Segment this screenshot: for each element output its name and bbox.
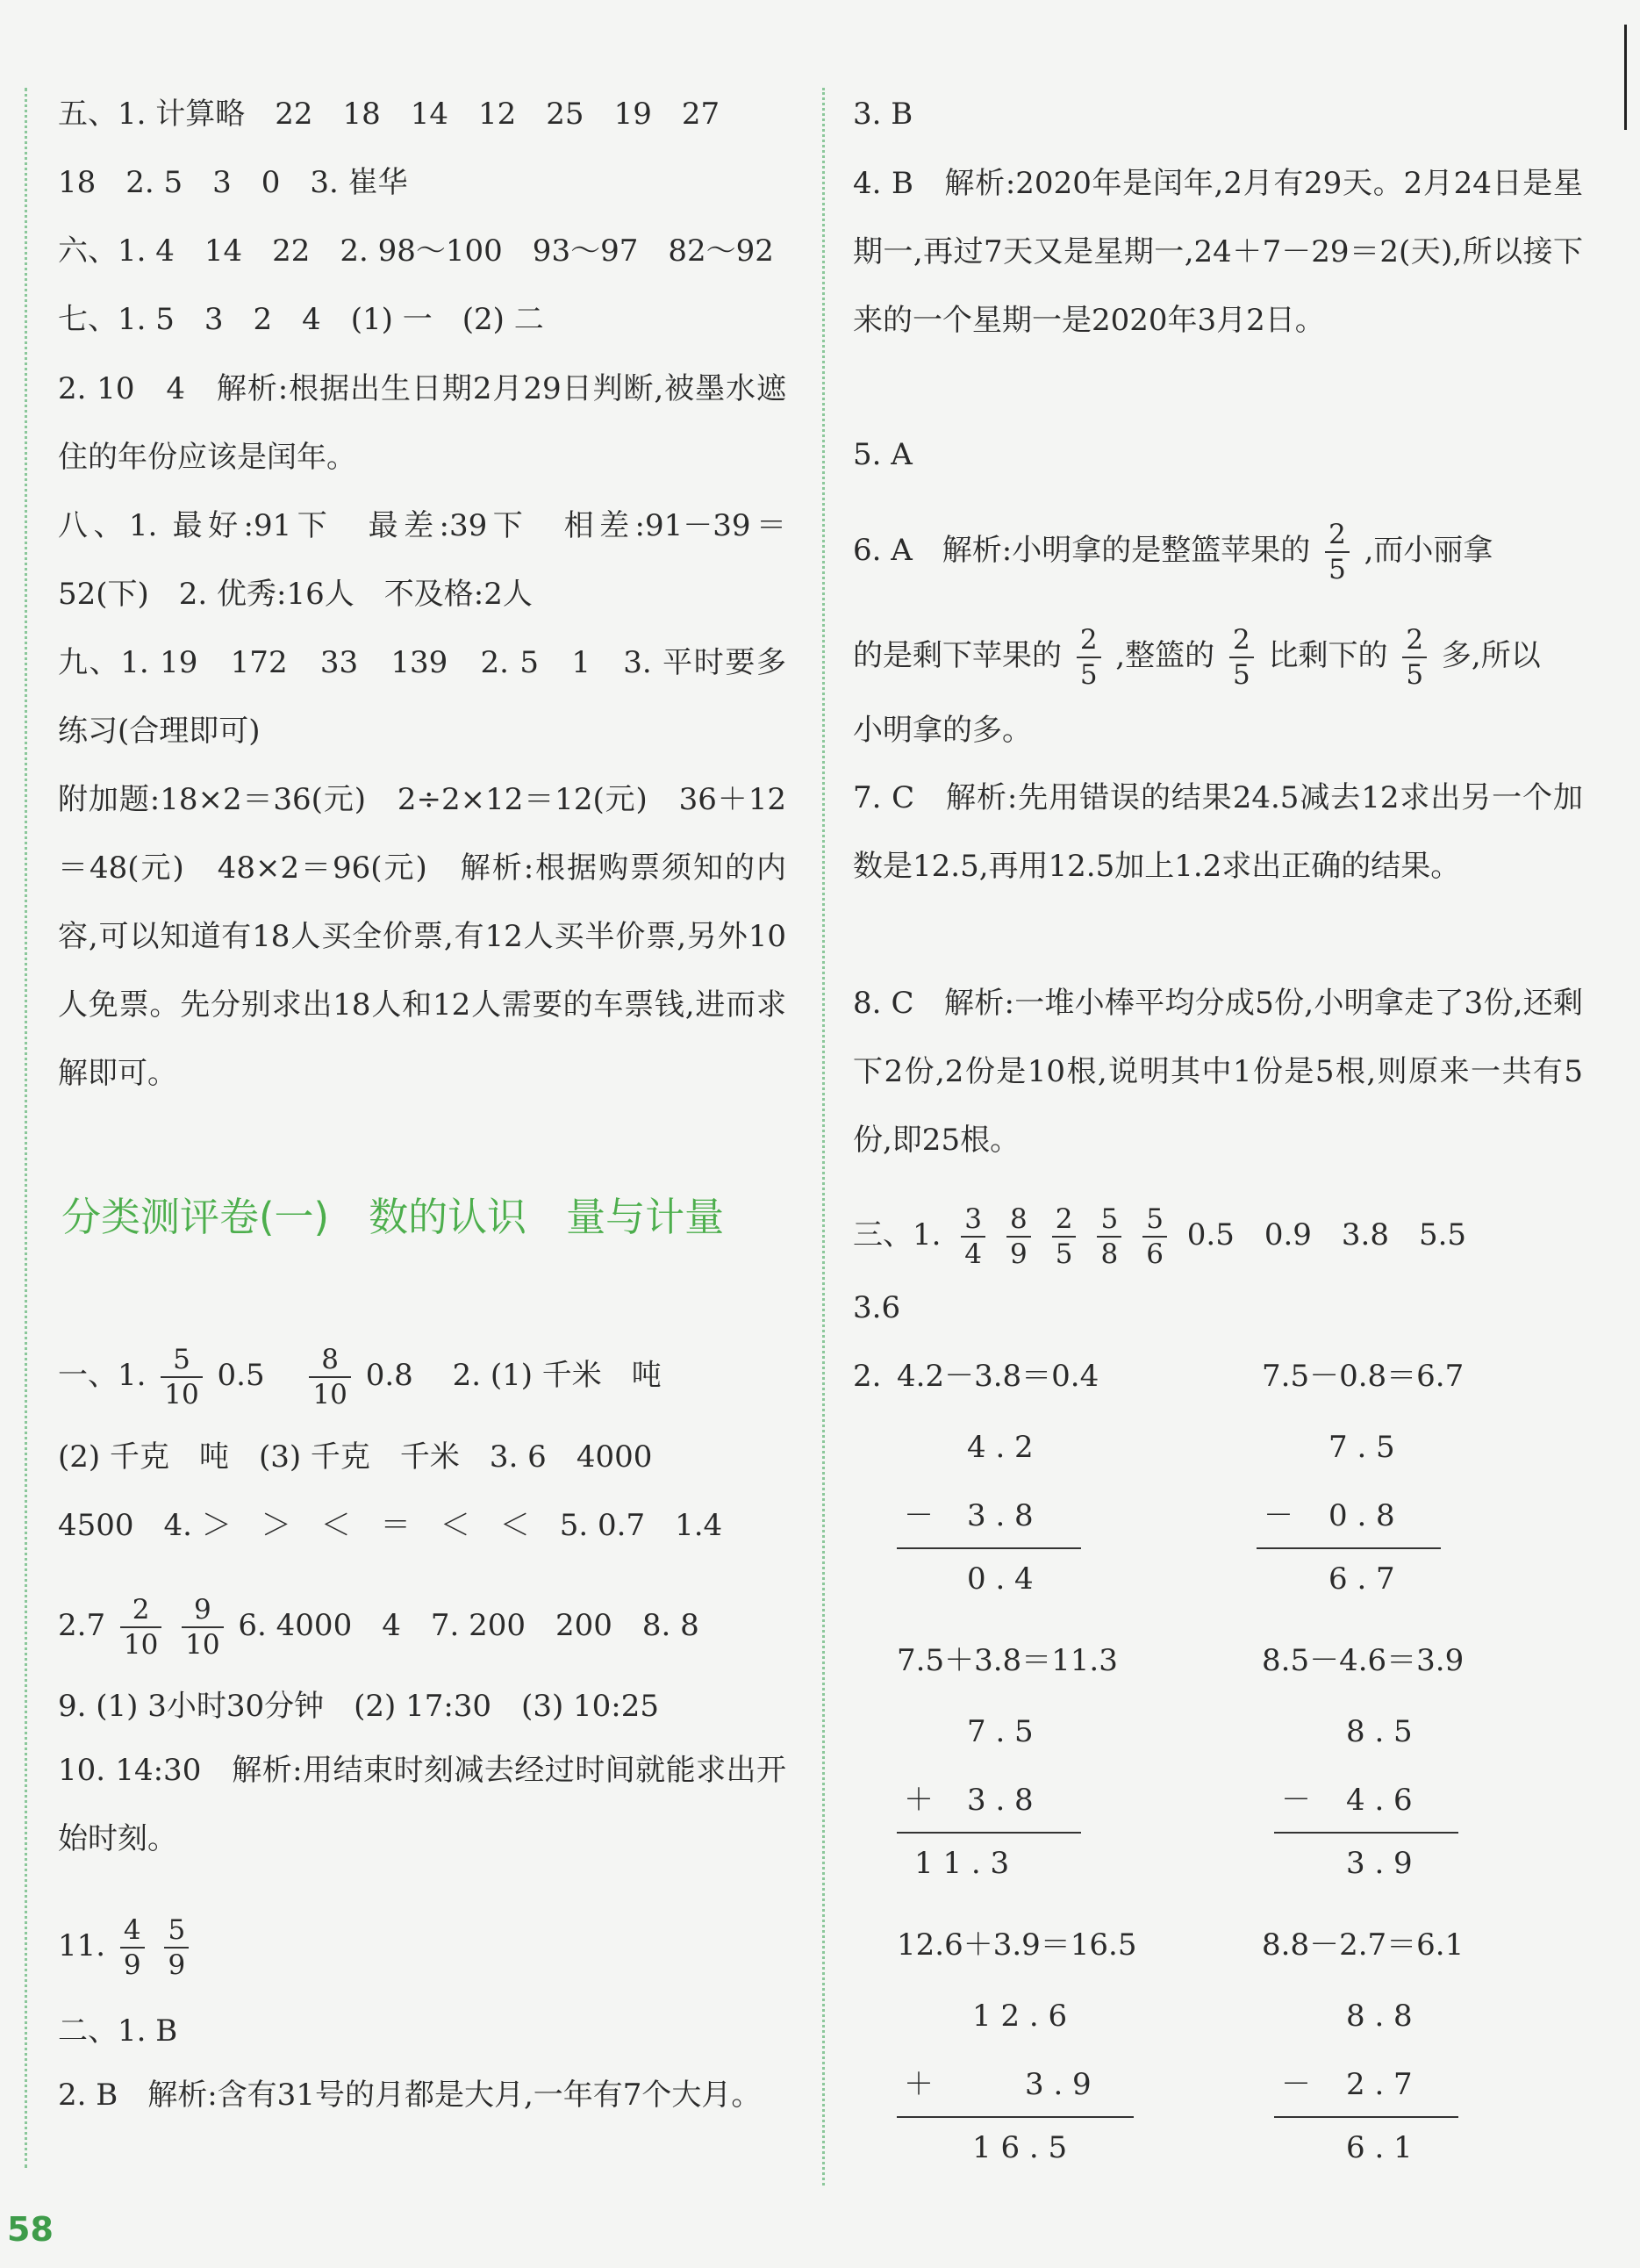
left-margin-rule	[25, 88, 27, 2168]
q1-11-f2-den: 9	[168, 1949, 186, 1981]
a7: 7. C 解析:先用错误的结果24.5减去12求出另一个加数是12.5,再用12.5加上1.2求出正确的结果。	[853, 780, 1583, 884]
vc4-result: 3 . 9	[1346, 1846, 1413, 1881]
q1-11-f2-num: 5	[164, 1913, 189, 1949]
s3-fraction-3	[1052, 1202, 1077, 1271]
s8-answers: 八、1. 最好:91下 最差:39下 相差:91－39＝52(下) 2. 优秀:16人 不及格:2人	[58, 508, 786, 612]
a6-fraction-1	[1325, 518, 1350, 586]
q2-item-1: 二、1. B	[58, 2013, 178, 2049]
equation-2: 7.5－0.8＝6.7	[1262, 1359, 1465, 1394]
vc2-operator: －	[1264, 1498, 1293, 1533]
q1-prefix: 一、1.	[58, 1358, 147, 1393]
q1-line3: 4500 4. ＞ ＞ ＜ ＝ ＜ ＜ 5. 0.7 1.4	[58, 1508, 723, 1543]
q1-line4-post: 6. 4000 4 7. 200 200 8. 8	[238, 1608, 699, 1643]
a8: 8. C 解析:一堆小棒平均分成5份,小明拿走了3份,还剩下2份,2份是10根,说明其中1份是5根,则原来一共有5份,即25根。	[853, 986, 1583, 1158]
q1-f3-num: 2	[120, 1593, 161, 1628]
q1-line1	[58, 1343, 662, 1411]
a6-mid3: 比剩下的	[1268, 638, 1388, 673]
column-divider	[822, 88, 825, 2185]
vc1-operator: －	[904, 1498, 934, 1533]
vc1-top: 4 . 2	[967, 1430, 1034, 1465]
vc5-line	[897, 2116, 1134, 2118]
equation-4: 8.5－4.6＝3.9	[1262, 1643, 1465, 1678]
s3-fraction-2	[1006, 1202, 1031, 1271]
vc6-operator: －	[1281, 2067, 1311, 2102]
a6-f3-den: 5	[1232, 659, 1250, 691]
q1-11-f1-den: 9	[123, 1949, 141, 1981]
q2-item-2: 2. B 解析:含有31号的月都是大月,一年有7个大月。	[58, 2078, 762, 2113]
s3-fractions	[950, 1203, 1178, 1270]
page-number: 58	[7, 2210, 54, 2249]
s3-fraction-5	[1142, 1202, 1167, 1271]
s9-answers: 九、1. 19 172 33 139 2. 5 1 3. 平时要多练习(合理即可)	[58, 645, 786, 749]
s3-fraction-den: 9	[1010, 1238, 1028, 1270]
s3-fraction-den: 5	[1055, 1238, 1073, 1270]
q1-f2-den: 10	[312, 1379, 347, 1410]
a4: 4. B 解析:2020年是闰年,2月有29天。2月24日是星期一,再过7天又是星期一,24＋7－29＝2(天),所以接下来的一个星期一是2020年3月2日。	[853, 166, 1583, 338]
vc1-result: 0 . 4	[967, 1561, 1034, 1597]
a6-f2-num: 2	[1077, 623, 1101, 658]
a6-line2	[853, 623, 1541, 692]
a6-fraction-2	[1077, 623, 1101, 692]
vc2-second: 0 . 8	[1328, 1498, 1395, 1533]
s3-fraction-1	[961, 1202, 985, 1271]
s3-fraction-den: 8	[1100, 1238, 1119, 1270]
bonus-question: 附加题:18×2＝36(元) 2÷2×12＝12(元) 36＋12＝48(元) 48×2＝96(元) 解析:根据购票须知的内容,可以知道有18人买全价票,有12人买半价票,另外10人免票。先分别求出18人和12人需要的车票钱,进而求解即可。	[58, 782, 786, 1091]
s3-fraction-num: 2	[1052, 1202, 1077, 1238]
q1-item-10: 10. 14:30 解析:用结束时刻减去经过时间就能求出开始时刻。	[58, 1753, 786, 1856]
a6-line1	[853, 518, 1493, 586]
s3-fraction-num: 8	[1006, 1202, 1031, 1238]
s3-fraction-4	[1097, 1202, 1121, 1271]
vc4-second: 4 . 6	[1346, 1783, 1413, 1818]
s7-q2: 2. 10 4 解析:根据出生日期2月29日判断,被墨水遮住的年份应该是闰年。	[58, 371, 786, 475]
vc5-operator: ＋	[904, 2067, 934, 2102]
vc2-line	[1257, 1547, 1441, 1549]
vc2-result: 6 . 7	[1328, 1561, 1395, 1597]
vc4-operator: －	[1281, 1783, 1311, 1818]
a6-f4-den: 5	[1406, 659, 1424, 691]
a6-f1-den: 5	[1328, 554, 1346, 585]
a5: 5. A	[853, 437, 913, 472]
vc3-result: 1 1 . 3	[914, 1846, 1010, 1881]
q1-rest: 2. (1) 千米 吨	[452, 1358, 662, 1393]
a6-mid1: ,而小丽拿	[1364, 533, 1493, 568]
s7-line1: 七、1. 5 3 2 4 (1) 一 (2) 二	[58, 302, 544, 337]
a6-f3-num: 2	[1229, 623, 1254, 658]
a6-line3: 小明拿的多。	[853, 713, 1032, 748]
vc4-top: 8 . 5	[1346, 1714, 1413, 1749]
vc3-line	[897, 1832, 1081, 1834]
q1-f2-num: 8	[309, 1343, 350, 1378]
vc6-top: 8 . 8	[1346, 1999, 1413, 2034]
q1-f1-den: 10	[164, 1379, 199, 1410]
q1-fraction-3	[120, 1593, 161, 1662]
q1-line4-pre: 2.7	[58, 1608, 106, 1643]
vc2-top: 7 . 5	[1328, 1430, 1395, 1465]
equation-3: 7.5＋3.8＝11.3	[897, 1643, 1118, 1678]
a6-f4-num: 2	[1402, 623, 1427, 658]
equation-5: 12.6＋3.9＝16.5	[897, 1927, 1137, 1963]
q1-value-2: 0.8	[365, 1358, 413, 1393]
s3-fraction-num: 5	[1097, 1202, 1121, 1238]
a6-mid2: ,整篮的	[1115, 638, 1215, 673]
a6-fraction-3	[1229, 623, 1254, 692]
s3-decimals: 0.5 0.9 3.8 5.5	[1186, 1217, 1467, 1252]
vc6-line	[1274, 2116, 1458, 2118]
vc3-top: 7 . 5	[967, 1714, 1034, 1749]
section-title: 分类测评卷(一) 数的认识 量与计量	[61, 1194, 725, 1240]
q1-fraction-2	[309, 1343, 350, 1411]
vc5-top: 1 2 . 6	[972, 1999, 1068, 2034]
q1-fraction-1	[161, 1343, 202, 1411]
equation-1: 4.2－3.8＝0.4	[897, 1359, 1099, 1394]
a6-pre: 6. A 解析:小明拿的是整篮苹果的	[853, 533, 1311, 568]
equation-6: 8.8－2.7＝6.1	[1262, 1927, 1465, 1963]
q1-11-fraction-1	[120, 1913, 145, 1982]
vc3-second: 3 . 8	[967, 1783, 1034, 1818]
vc5-second: 3 . 9	[1025, 2067, 1092, 2102]
s3-fraction-num: 3	[961, 1202, 985, 1238]
vc3-operator: ＋	[904, 1783, 934, 1818]
vc1-second: 3 . 8	[967, 1498, 1034, 1533]
vc1-line	[897, 1547, 1081, 1549]
q1-11-prefix: 11.	[58, 1928, 106, 1963]
s3-fraction-num: 5	[1142, 1202, 1167, 1238]
q1-item-11	[58, 1913, 194, 1982]
s3-prefix: 三、1.	[853, 1217, 942, 1252]
q1-11-fraction-2	[164, 1913, 189, 1982]
s5-line2: 18 2. 5 3 0 3. 崔华	[58, 165, 408, 200]
a6-f2-den: 5	[1079, 659, 1098, 691]
q1-item-9: 9. (1) 3小时30分钟 (2) 17:30 (3) 10:25	[58, 1689, 660, 1724]
page-edge-mark	[1624, 25, 1627, 130]
a6-f1-num: 2	[1325, 518, 1350, 553]
a6-mid4: 多,所以	[1441, 638, 1541, 673]
a6-fraction-4	[1402, 623, 1427, 692]
q1-f4-den: 10	[185, 1629, 220, 1661]
q1-f1-num: 5	[161, 1343, 202, 1378]
a6-line2-pre: 的是剩下苹果的	[853, 638, 1062, 673]
s3-fraction-den: 6	[1146, 1238, 1164, 1270]
q1-f4-num: 9	[182, 1593, 223, 1628]
s5-line1: 五、1. 计算略 22 18 14 12 25 19 27	[58, 97, 720, 132]
vc5-result: 1 6 . 5	[972, 2130, 1068, 2165]
q1-11-f1-num: 4	[120, 1913, 145, 1949]
s6-line: 六、1. 4 14 22 2. 98～100 93～97 82～92	[58, 233, 774, 269]
q1-line2: (2) 千克 吨 (3) 千克 千米 3. 6 4000	[58, 1439, 653, 1475]
s3-line2: 3.6	[853, 1290, 901, 1325]
q1-line4	[58, 1593, 699, 1662]
vc6-second: 2 . 7	[1346, 2067, 1413, 2102]
q1-f3-den: 10	[123, 1629, 159, 1661]
q1-fraction-4	[182, 1593, 223, 1662]
s3-line1	[853, 1202, 1466, 1271]
q1-value-1: 0.5	[217, 1358, 265, 1393]
vc6-result: 6 . 1	[1346, 2130, 1413, 2165]
vc4-line	[1274, 1832, 1458, 1834]
s3-q2-prefix: 2.	[853, 1359, 882, 1394]
s3-fraction-den: 4	[964, 1238, 982, 1270]
a3: 3. B	[853, 97, 913, 132]
